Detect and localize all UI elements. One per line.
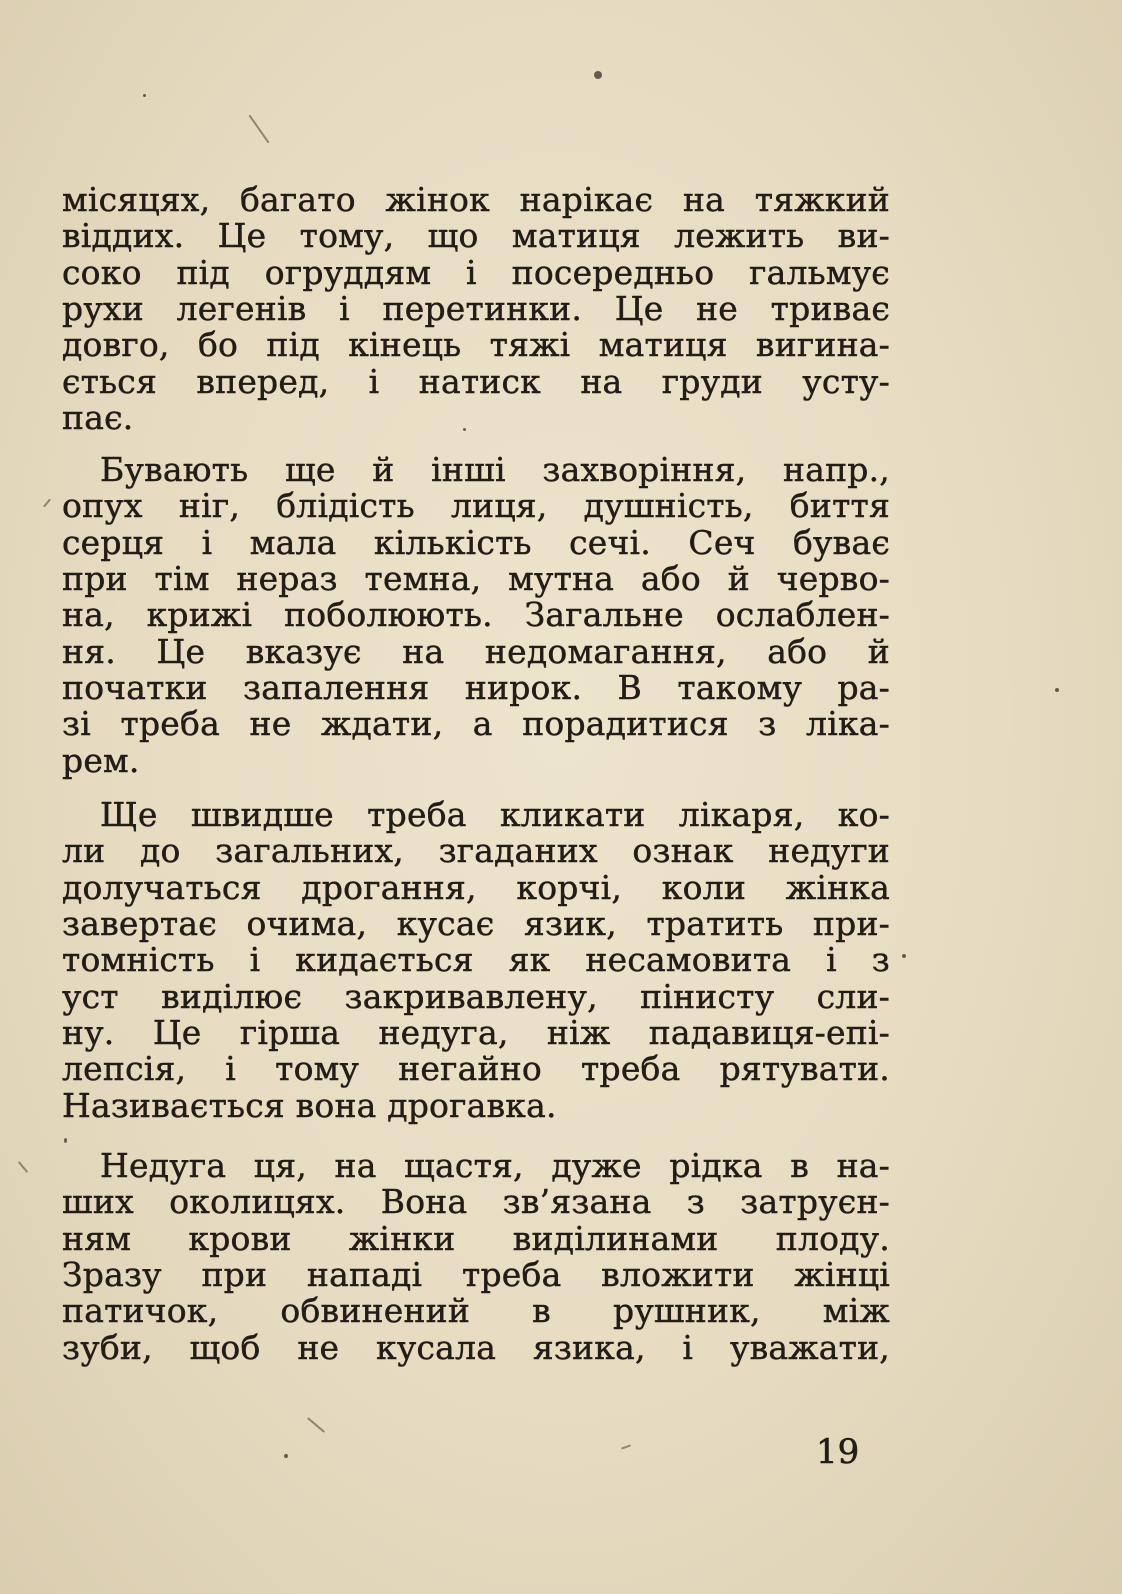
text-line: ну. Це гірша недуга, ніж падавиця-епі- <box>62 1013 890 1053</box>
text-line: патичок, обвинений в рушник, між <box>62 1291 890 1331</box>
paragraph <box>62 452 890 779</box>
text-line: зуби, щоб не кусала язика, і уважати, <box>62 1327 890 1367</box>
text-line: долучаться дрогання, корчі, коли жінка <box>62 867 890 907</box>
text-line: Недуга ця, на щастя, дуже рідка в на- <box>100 1146 890 1185</box>
scan-speck <box>902 954 906 958</box>
text-line: завертає очима, кусає язик, тратить при- <box>62 904 890 944</box>
text-line: на, крижі поболюють. Загальне ослаблен- <box>62 595 890 635</box>
text-line: Бувають ще й інші захворіння, напр., <box>100 450 890 489</box>
scan-speck <box>143 94 146 97</box>
text-line: Називається вона дрогавка. <box>62 1085 557 1125</box>
scan-speck <box>1055 688 1059 692</box>
text-line: місяцях, багато жінок нарікає на тяжкий <box>62 180 890 219</box>
text-line: серця і мала кількість сечі. Сеч буває <box>62 522 890 562</box>
text-line: рухи легенів і перетинки. Це не триває <box>62 289 890 329</box>
scan-speck <box>64 1138 67 1143</box>
scan-speck <box>594 71 602 79</box>
text-line: Ще швидше треба кликати лікаря, ко- <box>100 795 890 834</box>
text-line: соко під огруддям і посередньо гальмує <box>62 252 890 292</box>
text-line: ших околицях. Вона зв’язана з затруєн- <box>62 1182 890 1222</box>
scan-speck <box>284 1454 288 1458</box>
text-line: ням крови жінки виділинами плоду. <box>62 1218 890 1258</box>
page-number: 19 <box>816 1432 860 1472</box>
text-line: віддих. Це тому, що матиця лежить ви- <box>62 216 890 256</box>
text-line: уст виділює закривавлену, пінисту сли- <box>62 976 890 1016</box>
scan-scratch <box>248 115 269 144</box>
paragraph <box>62 182 890 436</box>
text-line: лепсія, і тому негайно треба рятувати. <box>62 1049 890 1089</box>
scan-scratch <box>43 499 51 508</box>
text-line: довго, бо під кінець тяжі матиця вигина- <box>62 325 890 365</box>
text-line: ли до загальних, згаданих ознак недуги <box>62 831 890 871</box>
text-line: ється вперед, і натиск на груди усту- <box>62 361 890 401</box>
text-line: ня. Це вказує на недомагання, або й <box>62 631 890 671</box>
text-line: пає. <box>62 398 134 438</box>
text-line: зі треба не ждати, а порадитися з ліка- <box>62 704 890 744</box>
text-line: рем. <box>62 740 140 780</box>
paragraph <box>62 797 890 1124</box>
text-line: при тім нераз темна, мутна або й черво- <box>62 559 890 599</box>
scan-scratch <box>307 1417 325 1433</box>
text-line: опух ніг, блідість лиця, душність, биття <box>62 486 890 526</box>
text-line: томність і кидається як несамовита і з <box>62 940 890 980</box>
paragraph <box>62 1148 890 1366</box>
text-line: початки запалення нирок. В такому ра- <box>62 668 890 708</box>
scan-scratch <box>621 1444 631 1449</box>
text-line: Зразу при нападі треба вложити жінці <box>62 1255 890 1295</box>
scan-scratch <box>18 1161 29 1173</box>
